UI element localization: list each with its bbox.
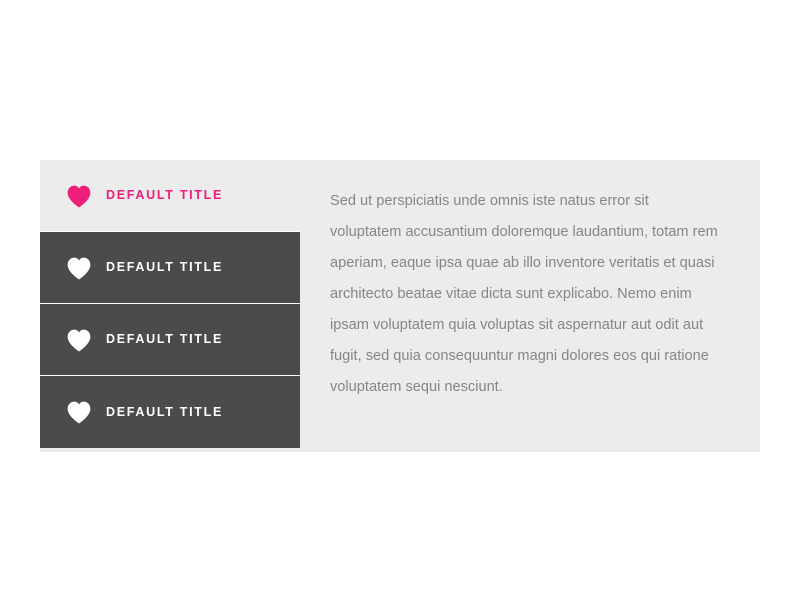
tab-item-2[interactable]: [40, 232, 300, 304]
heart-icon: [66, 184, 92, 208]
tab-panel: [300, 160, 760, 452]
tab-item-1[interactable]: [40, 160, 300, 232]
heart-icon: [66, 328, 92, 352]
heart-icon: [66, 400, 92, 424]
tab-item-label: DEFAULT TITLE: [106, 332, 223, 347]
tabs-widget: [40, 160, 760, 452]
tab-item-4[interactable]: [40, 376, 300, 448]
heart-icon: [66, 256, 92, 280]
tab-item-3[interactable]: [40, 304, 300, 376]
tab-panel-body: Sed ut perspiciatis unde omnis iste natus error sit voluptatem accusantium doloremque laudantium, totam rem aperiam, eaque ipsa quae ab illo inventore veritatis et quasi architecto beatae vitae dicta sunt explicabo. Nemo enim ipsam voluptatem quia voluptas sit aspernatur aut odit aut fugit, sed quia consequuntur magni dolores eos qui ratione voluptatem sequi nesciunt.: [330, 193, 718, 395]
tab-item-label: DEFAULT TITLE: [106, 260, 223, 275]
tab-item-label: DEFAULT TITLE: [106, 404, 223, 419]
tab-item-label: DEFAULT TITLE: [106, 188, 223, 203]
tab-list: [40, 160, 300, 452]
